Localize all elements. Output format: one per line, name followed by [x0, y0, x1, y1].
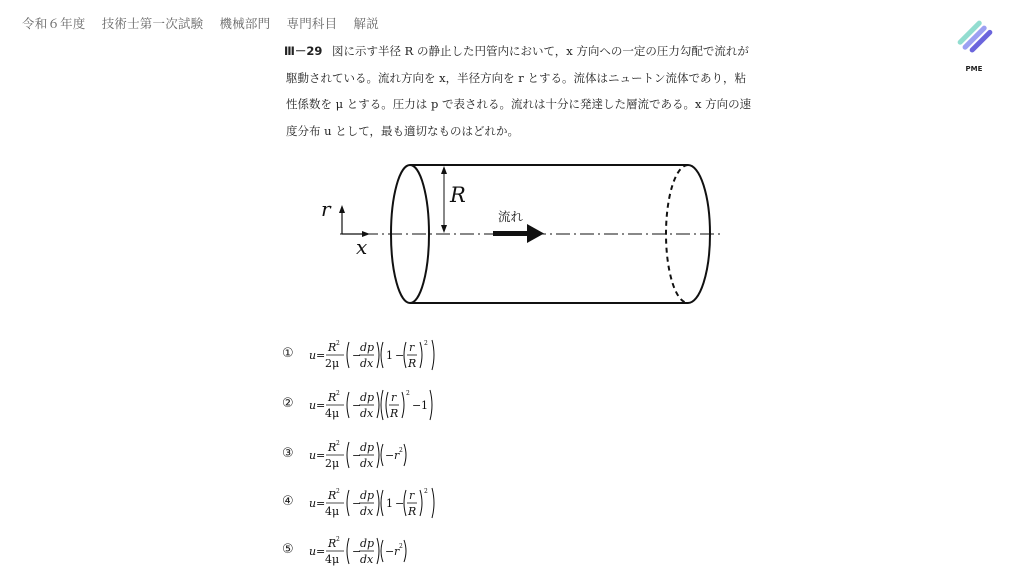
- svg-text:R: R: [408, 357, 417, 370]
- svg-text:2: 2: [406, 390, 410, 397]
- svg-text:dp: dp: [360, 391, 375, 404]
- svg-text:r: r: [409, 341, 415, 354]
- header-year: 令和６年度: [22, 16, 86, 31]
- svg-text:R: R: [408, 505, 417, 518]
- svg-text:dx: dx: [360, 457, 374, 470]
- svg-text:u: u: [309, 497, 317, 510]
- svg-text:R: R: [328, 537, 337, 550]
- svg-text:−: −: [395, 349, 405, 362]
- flow-arrow-head: [527, 224, 544, 243]
- choice-3[interactable]: [282, 436, 482, 476]
- svg-text:r: r: [394, 545, 400, 558]
- axis-r-arrow: [339, 205, 345, 213]
- choice-1[interactable]: [282, 336, 482, 376]
- axis-r-label: r: [321, 197, 331, 221]
- flow-arrow-shaft: [493, 231, 529, 236]
- svg-text:R: R: [390, 407, 399, 420]
- svg-text:u: u: [309, 349, 317, 362]
- choice-2[interactable]: [282, 386, 482, 426]
- choice-5-formula: [308, 532, 478, 572]
- question-line-1: [286, 38, 806, 65]
- svg-text:u: u: [309, 545, 317, 558]
- header-department: 機械部門: [219, 16, 271, 31]
- choice-3-number: ③: [282, 446, 294, 461]
- svg-text:dx: dx: [360, 357, 374, 370]
- svg-text:r: r: [394, 449, 400, 462]
- svg-text:=: =: [316, 349, 326, 362]
- choice-2-number: ②: [282, 396, 294, 411]
- svg-text:−: −: [385, 449, 395, 462]
- svg-text:dp: dp: [360, 537, 375, 550]
- question-line-3: 性係数を μ とする。圧力は p で表される。流れは十分に発達した層流である。x 方向の速: [286, 97, 752, 111]
- svg-text:2: 2: [424, 488, 428, 495]
- svg-text:−: −: [352, 545, 362, 558]
- svg-text:1: 1: [386, 497, 393, 510]
- svg-text:2: 2: [336, 390, 340, 397]
- svg-text:r: r: [409, 489, 415, 502]
- choice-1-formula: [308, 336, 478, 376]
- svg-text:dx: dx: [360, 553, 374, 566]
- choice-3-formula: [308, 436, 478, 476]
- svg-text:2: 2: [336, 440, 340, 447]
- svg-text:=: =: [316, 399, 326, 412]
- choice-4-formula: [308, 484, 478, 524]
- svg-text:dx: dx: [360, 407, 374, 420]
- svg-text:1: 1: [386, 349, 393, 362]
- header-subject: 専門科目: [286, 16, 338, 31]
- choice-5-number: ⑤: [282, 542, 294, 557]
- svg-text:4μ: 4μ: [325, 553, 340, 566]
- radius-arrow-top: [441, 166, 447, 174]
- svg-text:4μ: 4μ: [325, 505, 340, 518]
- svg-text:dx: dx: [360, 505, 374, 518]
- choice-5[interactable]: [282, 532, 482, 572]
- svg-text:2: 2: [399, 447, 403, 454]
- svg-text:2μ: 2μ: [325, 457, 340, 470]
- question-line-4: 度分布 u として，最も適切なものはどれか。: [286, 123, 519, 138]
- radius-arrow-bottom: [441, 225, 447, 233]
- pipe-figure: [318, 150, 738, 320]
- radius-label: R: [450, 183, 466, 207]
- svg-text:−: −: [352, 497, 362, 510]
- question-line-1-text: 図に示す半径 R の静止した円管内において，x 方向への一定の圧力勾配で流れが: [332, 44, 749, 58]
- choice-1-number: ①: [282, 346, 294, 361]
- question-number: Ⅲ－29: [284, 44, 323, 58]
- choice-4[interactable]: [282, 484, 482, 524]
- svg-text:−: −: [352, 449, 362, 462]
- svg-text:dp: dp: [360, 489, 375, 502]
- choice-4-number: ④: [282, 494, 294, 509]
- svg-text:−: −: [352, 349, 362, 362]
- svg-text:2: 2: [424, 340, 428, 347]
- svg-text:R: R: [328, 341, 337, 354]
- svg-text:=: =: [316, 449, 326, 462]
- svg-text:2: 2: [336, 340, 340, 347]
- axis-x-label: x: [356, 235, 368, 259]
- choice-2-formula: [308, 386, 478, 426]
- svg-text:2μ: 2μ: [325, 357, 340, 370]
- svg-text:1: 1: [421, 399, 428, 412]
- question-line-2: 駆動されている。流れ方向を x，半径方向を r とする。流体はニュートン流体であり，粘: [286, 70, 746, 85]
- svg-text:−: −: [352, 399, 362, 412]
- svg-text:r: r: [391, 391, 397, 404]
- page-header: [22, 14, 391, 32]
- svg-text:u: u: [309, 399, 317, 412]
- svg-text:u: u: [309, 449, 317, 462]
- svg-text:2: 2: [399, 543, 403, 550]
- svg-text:R: R: [328, 391, 337, 404]
- flow-label: 流れ: [498, 209, 524, 224]
- svg-text:2: 2: [336, 536, 340, 543]
- header-commentary: 解説: [353, 16, 379, 31]
- svg-text:=: =: [316, 497, 326, 510]
- svg-text:dp: dp: [360, 341, 375, 354]
- svg-text:dp: dp: [360, 441, 375, 454]
- logo-text: PME: [965, 65, 983, 73]
- svg-text:−: −: [395, 497, 405, 510]
- svg-text:R: R: [328, 489, 337, 502]
- svg-text:=: =: [316, 545, 326, 558]
- svg-text:−: −: [412, 399, 422, 412]
- svg-text:−: −: [385, 545, 395, 558]
- header-exam: 技術士第一次試験: [101, 16, 204, 31]
- svg-text:4μ: 4μ: [325, 407, 340, 420]
- svg-text:R: R: [328, 441, 337, 454]
- svg-text:2: 2: [336, 488, 340, 495]
- question-text: [286, 38, 806, 144]
